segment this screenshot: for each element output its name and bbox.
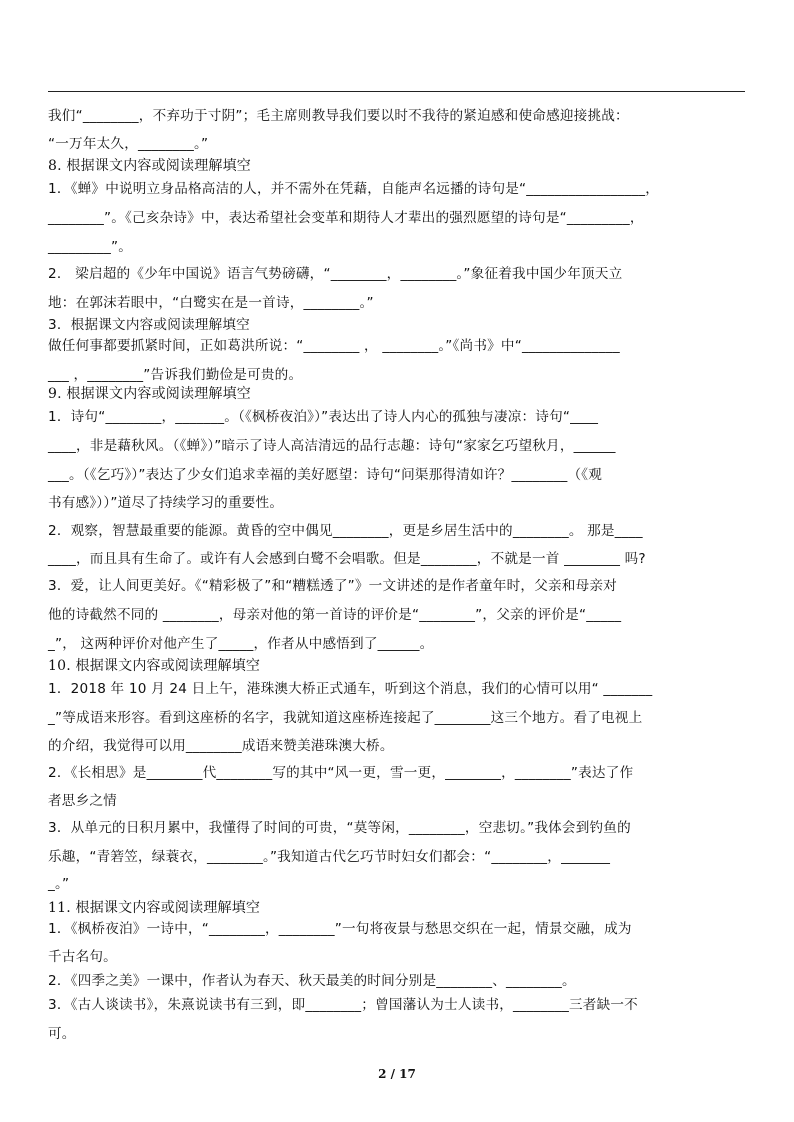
- text-line: 2．观察，智慧最重要的能源。黄昏的空中偶见________，更是乡居生活中的________。 那是____: [48, 523, 643, 539]
- text-line: 我们“________，不弃功于寸阴”；毛主席则教导我们要以时不我待的紧迫感和使命感迎接挑战：: [48, 108, 629, 124]
- text-line: 2．《四季之美》一课中，作者认为春天、秋天最美的时间分别是________、________。: [48, 973, 576, 989]
- text-line: ____，而且具有生命了。或许有人会感到白鹭不会唱歌。但是________，不就是一首 ________ 吗?: [48, 551, 646, 567]
- header-rule: [48, 91, 745, 92]
- section-heading-8: 8. 根据课文内容或阅读理解填空: [48, 158, 252, 174]
- text-line: _________”。: [48, 239, 133, 255]
- text-line: 1．《蝉》中说明立身品格高洁的人，并不需外在凭藉，自能声名远播的诗句是“_________________，: [48, 181, 660, 197]
- text-line: 可。: [48, 1026, 76, 1042]
- text-line: ________”。《己亥杂诗》中，表达希望社会变革和期待人才辈出的强烈愿望的诗句是“_________，: [48, 210, 644, 226]
- section-heading-9: 9. 根据课文内容或阅读理解填空: [48, 386, 252, 402]
- text-line: 3．从单元的日积月累中，我懂得了时间的可贵，“莫等闲，________，空悲切。”我体会到钓鱼的: [48, 820, 631, 836]
- text-line: “一万年太久，________。”: [48, 136, 209, 152]
- text-line: ____，非是藉秋风。（《蝉》）”暗示了诗人高洁清远的品行志趣：诗句“家家乞巧望秋月，______: [48, 438, 616, 454]
- text-line: _”等成语来形容。看到这座桥的名字，我就知道这座桥连接起了________这三个地方。看了电视上: [48, 710, 643, 726]
- text-line: 3．《古人谈读书》，朱熹说读书有三到，即________；曾国藩认为士人读书，________三者缺一不: [48, 997, 638, 1013]
- text-line: 2． 梁启超的《少年中国说》语言气势磅礴，“________，________。”象征着我中国少年顶天立: [48, 266, 623, 282]
- page-number: 2 / 17: [378, 1067, 416, 1081]
- text-line: 的介绍，我觉得可以用________成语来赞美港珠澳大桥。: [48, 738, 394, 754]
- text-line: 乐趣，“青箬笠，绿蓑衣，________。”我知道古代乞巧节时妇女们都会：“________，_______: [48, 849, 611, 865]
- text-line: _”， 这两种评价对他产生了_____，作者从中感悟到了______。: [48, 636, 434, 652]
- text-line: ___ ，________”告诉我们勤俭是可贵的。: [48, 367, 303, 383]
- section-heading-11: 11. 根据课文内容或阅读理解填空: [48, 900, 261, 916]
- text-line: 他的诗截然不同的 ________，母亲对他的第一首诗的评价是“________”，父亲的评价是“_____: [48, 607, 622, 623]
- text-line: _。”: [48, 876, 70, 892]
- text-line: 做任何事都要抓紧时间，正如葛洪所说：“________ ， ________。”《尚书》中“______________: [48, 338, 620, 354]
- text-line: 3．根据课文内容或阅读理解填空: [48, 317, 250, 333]
- text-line: 书有感》））”道尽了持续学习的重要性。: [48, 495, 284, 511]
- text-line: 2．《长相思》是________代________写的其中“风一更，雪一更，________，________”表达了作: [48, 765, 634, 781]
- text-line: 者思乡之情: [48, 793, 117, 809]
- text-line: 1．诗句“________，_______。（《枫桥夜泊》）”表达出了诗人内心的孤独与凄凉：诗句“____: [48, 409, 599, 425]
- section-heading-10: 10. 根据课文内容或阅读理解填空: [48, 658, 261, 674]
- text-line: 1．2018 年 10 月 24 日上午，港珠澳大桥正式通车，听到这个消息，我们的心情可以用“ _______: [48, 681, 653, 697]
- text-line: 千古名句。: [48, 949, 117, 965]
- text-line: 1．《枫桥夜泊》一诗中，“________，________”一句将夜景与愁思交织在一起，情景交融，成为: [48, 921, 632, 937]
- text-line: 地：在郭沫若眼中，“白鹭实在是一首诗，________。”: [48, 295, 374, 311]
- text-line: ___。（《乞巧》）”表达了少女们追求幸福的美好愿望：诗句“问渠那得清如许？________（《观: [48, 467, 603, 483]
- text-line: 3．爱，让人间更美好。《“精彩极了”和“糟糕透了”》一文讲述的是作者童年时，父亲和母亲对: [48, 578, 617, 594]
